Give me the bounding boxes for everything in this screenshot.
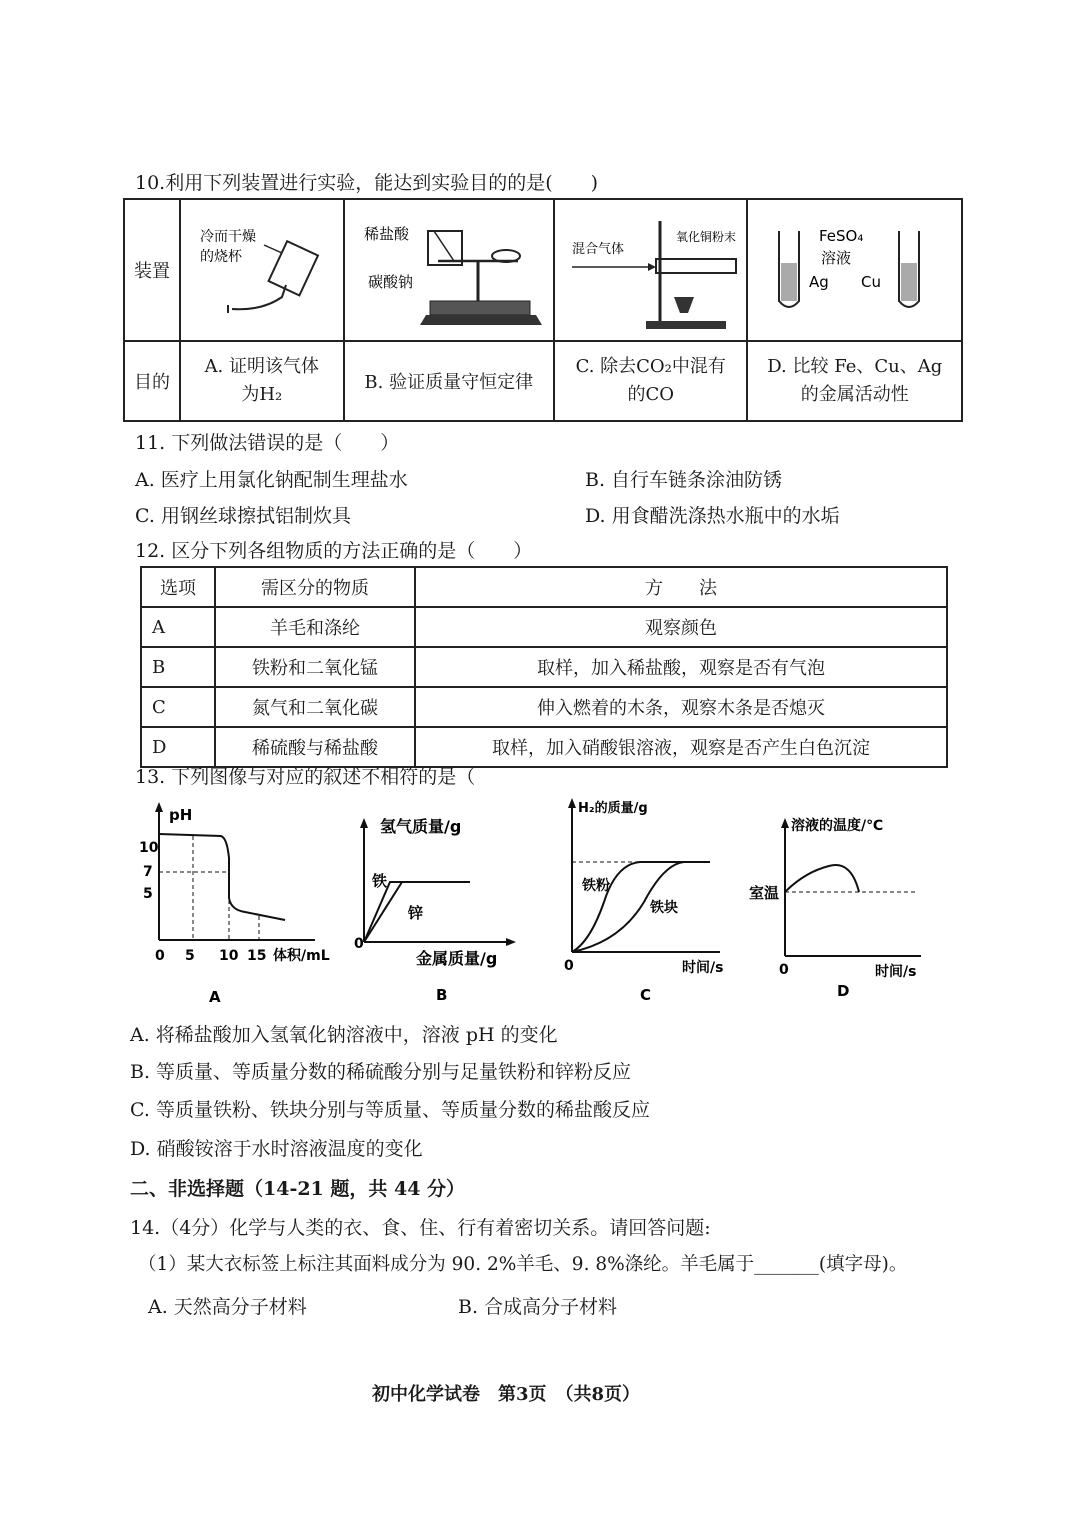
q12-row-a-key: A (141, 607, 215, 647)
device-c-drawing (556, 201, 744, 339)
q12-row-a-method: 观察颜色 (415, 607, 947, 647)
graph-d (745, 810, 930, 1005)
graph-a-ytick-7: 7 (143, 864, 153, 880)
q10-stem: 10.利用下列装置进行实验，能达到实验目的的是( ) (135, 172, 599, 194)
graph-a-ytick-5: 5 (143, 886, 153, 902)
q12-row-c-method: 伸入燃着的木条，观察木条是否熄灭 (415, 687, 947, 727)
q14-sub1: （1）某大衣标签上标注其面料成分为 90. 2%羊毛、9. 8%涤纶。羊毛属于_______(填字母)。 (138, 1254, 908, 1275)
graph-b-series-zinc: 锌 (408, 904, 424, 922)
graph-a (135, 798, 345, 1008)
purpose-d (747, 341, 962, 421)
device-d-label3: Ag (809, 273, 830, 291)
device-c-label2: 氧化铜粉末 (676, 230, 737, 244)
graph-c-origin: 0 (564, 958, 574, 974)
graph-c (560, 792, 735, 1007)
purpose-a (180, 341, 343, 421)
q12-row-c-key: C (141, 687, 215, 727)
graph-c-xlabel: 时间/s (682, 960, 724, 976)
q12-table (140, 566, 948, 768)
q12-row (141, 647, 947, 687)
graph-a-ylabel: pH (169, 806, 193, 824)
device-a-label1: 冷而干燥 (200, 229, 257, 245)
q12-row-d-method: 取样，加入硝酸银溶液，观察是否产生白色沉淀 (415, 727, 947, 767)
graph-a-xtick-0: 0 (155, 948, 165, 964)
purpose-c (554, 341, 747, 421)
q12-row (141, 607, 947, 647)
q12-row-a-substance: 羊毛和涤纶 (215, 607, 415, 647)
device-b-label1: 稀盐酸 (363, 225, 409, 243)
q11-option-c: C. 用钢丝球擦拭铝制炊具 (135, 505, 351, 527)
q13-option-b: B. 等质量、等质量分数的稀硫酸分别与足量铁粉和锌粉反应 (130, 1061, 632, 1083)
purpose-a-line1: A. 证明该气体 (204, 356, 320, 377)
q12-row-d-substance: 稀硫酸与稀盐酸 (215, 727, 415, 767)
q10-row1-label: 装置 (124, 199, 180, 341)
q12-row (141, 727, 947, 767)
q13-option-c: C. 等质量铁粉、铁块分别与等质量、等质量分数的稀盐酸反应 (130, 1099, 650, 1121)
purpose-c-line2: 的CO (627, 384, 674, 405)
q12-header-option: 选项 (141, 567, 215, 607)
section-2-heading: 二、非选择题（14-21 题，共 44 分） (130, 1178, 466, 1200)
purpose-a-line2: 为H₂ (241, 384, 283, 405)
graph-a-ytick-10: 10 (139, 840, 159, 856)
graph-b-ylabel: 氢气质量/g (380, 817, 462, 836)
q12-stem: 12. 区分下列各组物质的方法正确的是（ ） (135, 540, 533, 562)
graph-d-origin: 0 (779, 962, 789, 978)
q11-option-a: A. 医疗上用氯化钠配制生理盐水 (135, 469, 408, 491)
graph-c-ylabel: H₂的质量/g (578, 801, 648, 816)
device-c (554, 199, 747, 341)
q12-row-b-key: B (141, 647, 215, 687)
device-d-label4: Cu (861, 273, 882, 291)
graph-d-ylabel: 溶液的温度/℃ (791, 818, 884, 834)
device-d-label1: FeSO₄ (819, 227, 864, 245)
graph-b-series-iron: 铁 (372, 872, 388, 890)
graph-b-origin: 0 (354, 936, 364, 952)
q13-stem: 13. 下列图像与对应的叙述不相符的是（ (135, 766, 476, 788)
device-b-label2: 碳酸钠 (367, 273, 413, 291)
device-d (747, 199, 962, 341)
device-d-label2: 溶液 (821, 249, 852, 267)
q11-option-b: B. 自行车链条涂油防锈 (585, 469, 783, 491)
device-b (344, 199, 554, 341)
graph-d-ref: 室温 (749, 884, 780, 902)
device-a-drawing (182, 201, 340, 339)
graph-b-caption: B (436, 986, 448, 1004)
graph-b-xlabel: 金属质量/g (416, 949, 498, 968)
q10-table (123, 198, 963, 422)
graph-d-xlabel: 时间/s (875, 964, 917, 980)
graph-a-xtick-15: 15 (247, 948, 267, 964)
q11-option-d: D. 用食醋洗涤热水瓶中的水垢 (585, 505, 840, 527)
graph-b (352, 798, 532, 1008)
q12-row (141, 687, 947, 727)
device-b-drawing (346, 201, 551, 339)
graph-a-caption: A (209, 988, 221, 1006)
purpose-d-line1: D. 比较 Fe、Cu、Ag (767, 356, 943, 377)
graph-c-series-block: 铁块 (650, 900, 678, 916)
device-a (180, 199, 343, 341)
q13-option-a: A. 将稀盐酸加入氢氧化钠溶液中，溶液 pH 的变化 (130, 1024, 558, 1046)
graph-a-xtick-10: 10 (219, 948, 239, 964)
q12-header-substance: 需区分的物质 (215, 567, 415, 607)
q10-row2-label: 目的 (124, 341, 180, 421)
q11-stem: 11. 下列做法错误的是（ ） (135, 432, 400, 454)
graph-c-series-powder: 铁粉 (582, 878, 610, 894)
purpose-b-line1: B. 验证质量守恒定律 (364, 372, 534, 393)
q12-header-method: 方 法 (415, 567, 947, 607)
purpose-b (344, 341, 554, 421)
device-a-label2: 的烧杯 (200, 249, 243, 265)
q12-row-c-substance: 氮气和二氧化碳 (215, 687, 415, 727)
device-d-drawing (749, 201, 958, 339)
page-footer: 初中化学试卷 第3页 （共8页） (372, 1384, 641, 1405)
q12-row-d-key: D (141, 727, 215, 767)
q14-stem: 14.（4分）化学与人类的衣、食、住、行有着密切关系。请回答问题: (130, 1217, 711, 1239)
q14-option-a: A. 天然高分子材料 (148, 1296, 307, 1318)
q13-option-d: D. 硝酸铵溶于水时溶液温度的变化 (130, 1138, 423, 1160)
device-c-label1: 混合气体 (572, 242, 625, 257)
q14-option-b: B. 合成高分子材料 (458, 1296, 618, 1318)
q12-row-b-method: 取样，加入稀盐酸，观察是否有气泡 (415, 647, 947, 687)
graph-a-xlabel: 体积/mL (273, 948, 330, 964)
purpose-c-line1: C. 除去CO₂中混有 (575, 356, 726, 377)
graph-a-xtick-5: 5 (185, 948, 195, 964)
graph-c-caption: C (640, 986, 652, 1004)
purpose-d-line2: 的金属活动性 (800, 384, 909, 405)
graph-d-caption: D (837, 982, 850, 1000)
q12-row-b-substance: 铁粉和二氧化锰 (215, 647, 415, 687)
